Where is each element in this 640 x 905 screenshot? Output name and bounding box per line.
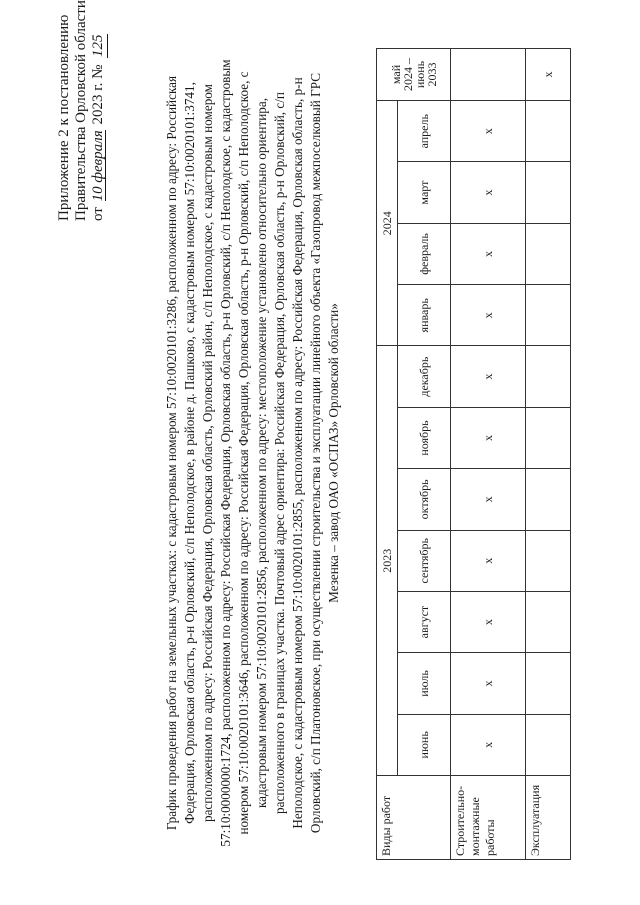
schedule-cell [526,653,571,714]
schedule-cell: x [451,407,526,468]
month-header: март [398,162,451,223]
schedule-cell [526,591,571,652]
schedule-cell: x [451,346,526,407]
schedule-cell [451,49,526,101]
schedule-cell: x [451,653,526,714]
month-header: сентябрь [398,530,451,591]
table-row [451,49,526,860]
month-header: декабрь [398,346,451,407]
month-header: июль [398,653,451,714]
schedule-cell: x [451,591,526,652]
schedule-cell [526,469,571,530]
schedule-cell: x [451,162,526,223]
period-header: май 2024 – июнь 2033 [377,49,451,101]
approval-date-line [90,21,108,221]
work-schedule-table [376,48,571,860]
schedule-cell: x [526,49,571,101]
table-header-months [398,49,451,860]
schedule-cell [526,101,571,162]
schedule-cell [526,530,571,591]
month-header: февраль [398,223,451,284]
work-type-header: Виды работ [377,776,451,860]
month-header: август [398,591,451,652]
approval-line-2: Правительства Орловской области [73,0,89,221]
schedule-cell [526,346,571,407]
approval-date-suffix: 2023 г. № [90,64,106,125]
schedule-cell [526,714,571,775]
schedule-cell: x [451,223,526,284]
year-2023-header: 2023 [377,346,398,776]
schedule-cell: x [451,469,526,530]
schedule-cell: x [451,101,526,162]
schedule-cell [526,162,571,223]
approval-handwritten-date: 10 февраля [90,130,106,202]
approval-line-1: Приложение 2 к постановлению [56,14,72,221]
table-row [526,49,571,860]
schedule-cell [526,407,571,468]
document-title: График проведения работ на земельных участках: с кадастровым номером 57:10:0020101:3286, расположенном по адресу: Российская Федерация, Орловская область, р-н Орловский, с/п Неполодское, в районе д. Пашково, с кадастровым номером 57:10:0020101:3741, расположенном по адресу: Российская Федерация, Орловская область, Орловский район, с/п Неполодское, с кадастровым номером 57:10:0000000:1724, расположенном по адресу: Российская Федерация, Орловская область, р-н Орловский, с/п Неполодское, с кадастровым номером 57:10:0020101:3646, расположенном по адресу: Российская Федерация, Орловская область, р-н Орловский, с/п Неполодское, с кадастровым номером 57:10:0020101:2856, расположенном по адресу: местоположение установлено относительно ориентира, расположенного в границах участка. Почтовый адрес ориентира: Российская Федерация, Орловская область, р-н Орловский, с/п Неполодское, с кадастровым номером 57:10:0020101:2855, расположенном по адресу: Российская Федерация, Орловская область, р-н Орловский, с/п Платоновское, при осуществлении строительства и эксплуатации линейного объекта «Газопровод межпоселковый ГРС Мезенка – завод ОАО «ОСПАЗ» Орловской области» [164,59,341,847]
schedule-cell: x [451,714,526,775]
schedule-cell: x [451,530,526,591]
month-header: июнь [398,714,451,775]
year-2024-header: 2024 [377,101,398,346]
schedule-cell: x [451,285,526,346]
month-header: апрель [398,101,451,162]
table-header-years [377,49,398,860]
schedule-cell [526,223,571,284]
work-type-cell: Строительно-монтажные работы [451,776,526,860]
approval-date-prefix: от [90,207,106,221]
approval-handwritten-number: 125 [90,34,106,58]
schedule-cell [526,285,571,346]
approval-block [56,0,108,221]
month-header: ноябрь [398,407,451,468]
month-header: октябрь [398,469,451,530]
work-type-cell: Эксплуатация [526,776,571,860]
month-header: январь [398,285,451,346]
